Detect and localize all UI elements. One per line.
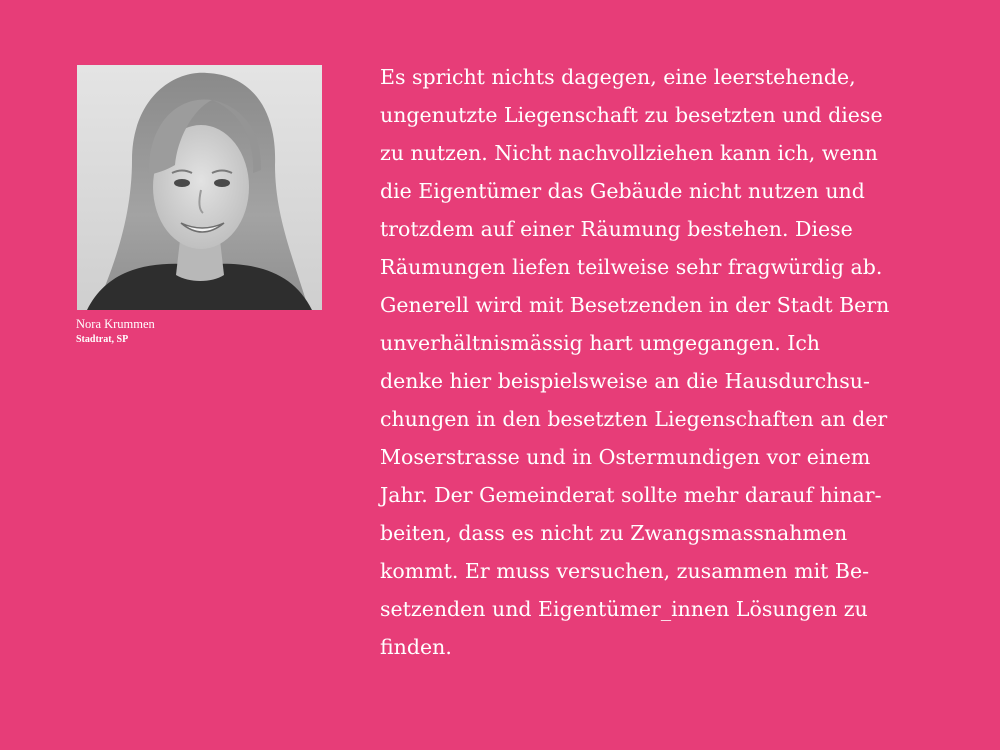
person-role: Stadtrat, SP xyxy=(76,334,129,345)
quote-line: zu nutzen. Nicht nachvollziehen kann ich, wenn xyxy=(380,141,878,165)
portrait-photo xyxy=(77,65,322,310)
quote-line: beiten, dass es nicht zu Zwangsmassnahmen xyxy=(380,521,848,545)
quote-line: denke hier beispielsweise an die Hausdurchsu- xyxy=(380,369,870,393)
quote-line: die Eigentümer das Gebäude nicht nutzen und xyxy=(380,179,865,203)
quote-text xyxy=(380,58,960,666)
quote-line: ungenutzte Liegenschaft zu besetzten und diese xyxy=(380,103,883,127)
person-name: Nora Krummen xyxy=(76,317,155,331)
quote-line: finden. xyxy=(380,635,452,659)
quote-line: Generell wird mit Besetzenden in der Stadt Bern xyxy=(380,293,890,317)
quote-line: setzenden und Eigentümer_innen Lösungen zu xyxy=(380,597,868,621)
quote-line: Räumungen liefen teilweise sehr fragwürdig ab. xyxy=(380,255,883,279)
quote-line: Moserstrasse und in Ostermundigen vor einem xyxy=(380,445,871,469)
quote-line: trotzdem auf einer Räumung bestehen. Diese xyxy=(380,217,853,241)
quote-line: Jahr. Der Gemeinderat sollte mehr darauf hinar- xyxy=(380,483,882,507)
quote-line: kommt. Er muss versuchen, zusammen mit Be- xyxy=(380,559,870,583)
quote-line: unverhältnismässig hart umgegangen. Ich xyxy=(380,331,821,355)
portrait-illustration xyxy=(77,65,322,310)
quote-line: chungen in den besetzten Liegenschaften an der xyxy=(380,407,888,431)
quote-line: Es spricht nichts dagegen, eine leerstehende, xyxy=(380,65,856,89)
